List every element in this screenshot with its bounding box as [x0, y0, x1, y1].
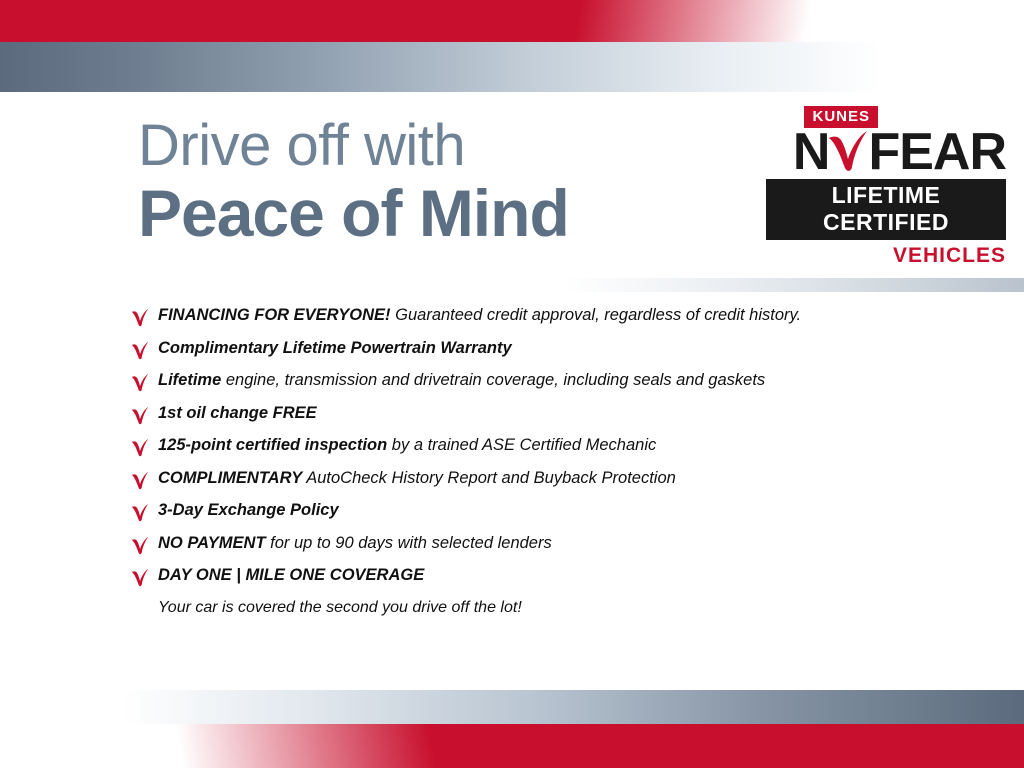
- logo-wordmark: [766, 123, 1006, 181]
- logo-wordmark-part1: N: [792, 123, 830, 181]
- logo-suffix-label: VEHICLES: [892, 243, 1006, 267]
- benefit-text: [158, 534, 552, 553]
- benefit-rest: for up to 90 days with selected lenders: [265, 533, 552, 552]
- benefit-bold: NO PAYMENT: [158, 533, 266, 552]
- list-item: [130, 404, 930, 426]
- header-divider: [0, 278, 1024, 292]
- check-mark-icon: [130, 568, 150, 588]
- benefit-bold: Complimentary Lifetime Powertrain Warranty: [158, 338, 512, 357]
- benefit-text: [158, 566, 424, 585]
- list-item: [130, 501, 930, 523]
- headline-line-1: Drive off with: [138, 113, 466, 178]
- list-item: [130, 339, 930, 361]
- list-item: [130, 469, 930, 491]
- benefit-bold: FINANCING FOR EVERYONE!: [158, 306, 391, 324]
- check-mark-icon: [130, 536, 150, 556]
- check-mark-icon: [130, 406, 150, 426]
- benefits-list: [130, 306, 930, 617]
- benefit-rest: by a trained ASE Certified Mechanic: [387, 436, 657, 454]
- page-title: [138, 113, 569, 250]
- benefit-rest: AutoCheck History Report and Buyback Protection: [302, 468, 676, 487]
- kunes-no-fear-logo: [766, 106, 1006, 268]
- benefit-text: [158, 469, 676, 488]
- benefit-bold: DAY ONE | MILE ONE COVERAGE: [158, 566, 425, 584]
- check-mark-icon: [130, 438, 150, 458]
- benefit-subtext: Your car is covered the second you drive off the lot!: [158, 598, 522, 616]
- benefit-bold: 1st oil change FREE: [158, 403, 317, 422]
- benefit-bold: Lifetime: [158, 371, 222, 389]
- list-item: [130, 306, 930, 328]
- logo-banner-label: LIFETIME CERTIFIED: [766, 179, 1006, 240]
- benefit-bold: 3-Day Exchange Policy: [158, 501, 339, 519]
- benefit-bold: 125-point certified inspection: [158, 436, 388, 454]
- benefit-text: [158, 339, 512, 358]
- logo-brand-label: KUNES: [804, 106, 878, 128]
- check-mark-icon: [130, 503, 150, 523]
- check-mark-icon: [130, 341, 150, 361]
- benefit-text: [158, 501, 339, 520]
- top-red-banner: [0, 0, 1024, 42]
- list-item: [130, 534, 930, 556]
- benefit-bold: COMPLIMENTARY: [158, 468, 303, 487]
- top-gradient-band: [0, 42, 1024, 92]
- benefit-text: [158, 371, 765, 390]
- benefit-rest: engine, transmission and drivetrain coverage, including seals and gaskets: [221, 371, 766, 389]
- benefit-text: [158, 436, 656, 455]
- check-mark-icon: [130, 471, 150, 491]
- list-item: [130, 371, 930, 393]
- bottom-gradient-band: [0, 690, 1024, 724]
- list-item: [130, 566, 930, 617]
- check-mark-icon: [130, 373, 150, 393]
- headline-line-2: Peace of Mind: [138, 175, 569, 250]
- benefit-text: [158, 404, 317, 423]
- benefit-text: [158, 306, 801, 325]
- benefit-rest: Guaranteed credit approval, regardless of credit history.: [390, 306, 802, 324]
- logo-wordmark-part2: FEAR: [868, 123, 1006, 181]
- list-item: [130, 436, 930, 458]
- check-mark-icon: [826, 129, 870, 175]
- bottom-red-banner: [0, 724, 1024, 768]
- check-mark-icon: [130, 308, 150, 328]
